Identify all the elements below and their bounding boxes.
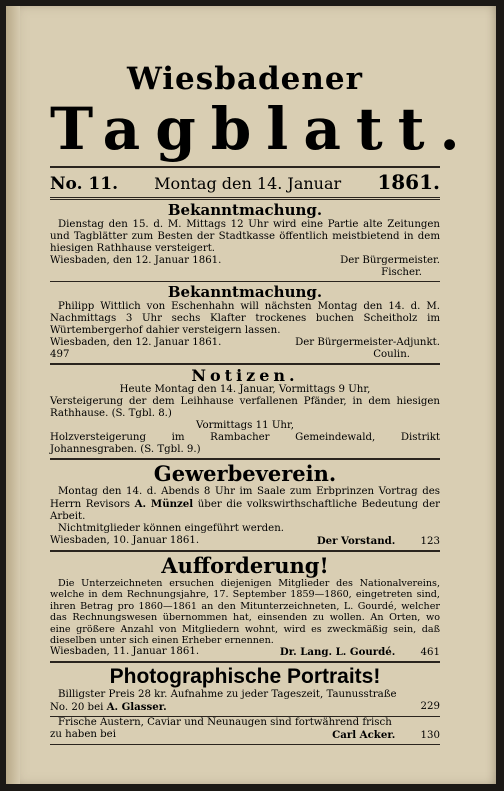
austern-ref: 130 bbox=[420, 730, 440, 742]
photo-ref: 229 bbox=[420, 701, 440, 713]
notice-2-body: Philipp Wittlich von Eschenhahn will nächsten Montag den 14. d. M. Nachmittags 3 Uhr sechs Klafter trockenes buchen Scheitholz im Würtembergerhof dahier versteigern lassen. bbox=[50, 301, 440, 336]
gewerbeverein-body bbox=[50, 486, 440, 523]
notizen-line-3: Vormittags 11 Uhr, bbox=[196, 420, 294, 431]
issue-year: 1861. bbox=[377, 170, 440, 194]
notice-1-signer: Fischer. bbox=[381, 267, 422, 278]
austern-line-2a: zu haben bei bbox=[50, 729, 116, 741]
issue-date: Montag den 14. Januar bbox=[154, 174, 342, 193]
divider bbox=[50, 281, 440, 282]
aufforderung-signer: Dr. Lang. L. Gourdé. bbox=[279, 646, 396, 659]
gewerbeverein-title: Gewerbeverein. bbox=[153, 461, 337, 486]
notice-1-body: Dienstag den 15. d. M. Mittags 12 Uhr wird eine Partie alte Zeitungen und Tagblätter zum Besten der Stadtkasse öffentlich meistbietend in dem hiesigen Rathhause versteigert. bbox=[50, 219, 440, 254]
aufforderung-place-date: Wiesbaden, 11. Januar 1861. bbox=[50, 646, 200, 658]
notizen-title: Notizen. bbox=[191, 366, 299, 385]
issue-line bbox=[50, 168, 440, 197]
aufforderung-signature-row bbox=[50, 646, 440, 659]
issue-number: No. 11. bbox=[50, 174, 118, 194]
notice-2-ref-row bbox=[50, 349, 440, 361]
notizen-line-2: Versteigerung der dem Leihhause verfallenen Pfänder, in dem hiesigen Rathhause. (S. Tgbl. 8.) bbox=[50, 396, 440, 419]
gewerbeverein-place-date: Wiesbaden, 10. Januar 1861. bbox=[50, 535, 200, 546]
austern-signer: Carl Acker. bbox=[332, 729, 396, 742]
masthead-title: Tagblatt. bbox=[50, 95, 475, 163]
gewerbeverein-signature-row bbox=[50, 535, 440, 548]
photo-line-2a: No. 20 bei bbox=[50, 702, 104, 714]
divider bbox=[50, 550, 440, 552]
divider bbox=[50, 661, 440, 663]
masthead-place: Wiesbadener bbox=[127, 61, 363, 97]
austern-line-1: Frische Austern, Caviar und Neunaugen sind fortwährend frisch bbox=[58, 717, 392, 729]
photo-title: Photographische Portraits! bbox=[109, 665, 381, 689]
austern-section bbox=[50, 717, 440, 742]
notizen-line-1: Heute Montag den 14. Januar, Vormittags 9 Uhr, bbox=[119, 384, 371, 395]
aufforderung-ref: 461 bbox=[420, 647, 440, 659]
aufforderung-body: Die Unterzeichneten ersuchen diejenigen Mitglieder des Nationalvereins, welche in dem Rechnungsjahre, 17. September 1859—1860, eingetreten sind, ihren Betrag pro 1860—1861 an den Mitunterzeichneten, L. Gourdé, welcher das Rechnungswesen übernommen hat, einsenden zu wollen. An Orten, wo eine größere Anzahl von Mitgliedern wohnt, wird es zweckmäßig sein, daß dieselben unter sich einen Erheber ernennen. bbox=[50, 578, 440, 647]
gewerbeverein-signer: Der Vorstand. bbox=[316, 535, 396, 547]
divider bbox=[50, 197, 440, 200]
divider bbox=[50, 363, 440, 365]
page-binding-edge bbox=[6, 6, 20, 784]
notice-2-title: Bekanntmachung. bbox=[167, 283, 323, 301]
divider bbox=[50, 744, 440, 745]
notice-1-place-date: Wiesbaden, den 12. Januar 1861. bbox=[50, 255, 222, 266]
gewerbeverein-body-a: Montag den 14. d. Abends 8 Uhr im Saale zum Erbprinzen Vortrag des Herrn Revisors bbox=[50, 486, 440, 510]
notizen-section bbox=[50, 367, 440, 456]
notice-2-place-date: Wiesbaden, den 12. Januar 1861. bbox=[50, 337, 222, 348]
gewerbeverein-note: Nichtmitglieder können eingeführt werden. bbox=[58, 523, 284, 534]
notice-1-signature-row bbox=[50, 255, 440, 267]
photo-line-1: Billigster Preis 28 kr. Aufnahme zu jeder Tageszeit, Taunusstraße bbox=[58, 689, 397, 701]
photo-line-2 bbox=[50, 701, 440, 714]
notice-1-title: Bekanntmachung. bbox=[167, 201, 323, 219]
aufforderung-title: Aufforderung! bbox=[161, 553, 329, 578]
notice-2-signer: Coulin. bbox=[373, 349, 410, 360]
notice-2-ref: 497 bbox=[50, 349, 70, 360]
notice-2 bbox=[50, 284, 440, 361]
page-content bbox=[50, 10, 475, 745]
gewerbeverein-section bbox=[50, 462, 440, 548]
austern-line-2 bbox=[50, 729, 440, 742]
divider bbox=[50, 458, 440, 460]
notice-1 bbox=[50, 202, 440, 279]
gewerbeverein-speaker: A. Münzel bbox=[134, 498, 194, 510]
photo-section bbox=[50, 665, 440, 714]
notizen-line-4: Holzversteigerung im Rambacher Gemeindewald, Distrikt Johannesgraben. (S. Tgbl. 9.) bbox=[50, 432, 440, 455]
gewerbeverein-ref: 123 bbox=[420, 536, 440, 547]
gewerbeverein-body-b: über die volkswirthschaftliche Bedeutung der Arbeit. bbox=[50, 499, 440, 522]
photo-signer: A. Glasser. bbox=[106, 701, 167, 714]
aufforderung-section bbox=[50, 554, 440, 659]
notice-2-signature-row bbox=[50, 337, 440, 349]
notice-2-signer-title: Der Bürgermeister-Adjunkt. bbox=[295, 337, 440, 348]
notice-1-signer-title: Der Bürgermeister. bbox=[340, 255, 440, 266]
